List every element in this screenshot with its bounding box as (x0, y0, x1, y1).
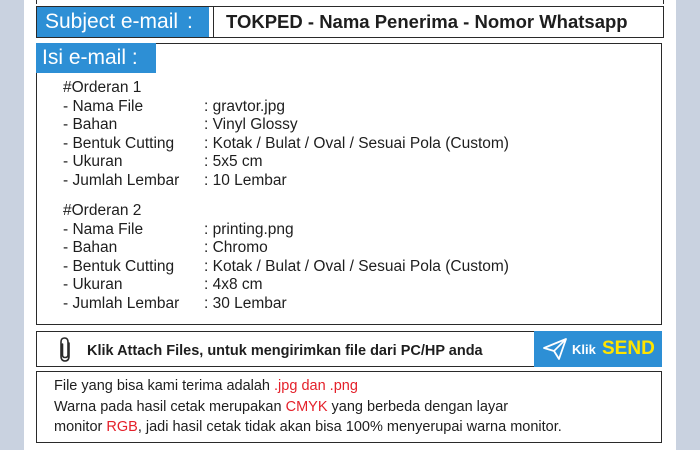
order-field (63, 276, 263, 295)
field-key: - Ukuran (63, 276, 123, 293)
attach-instruction: Klik Attach Files, untuk mengirimkan file dari PC/HP anda (87, 343, 483, 359)
field-key: - Ukuran (63, 153, 123, 170)
order-field (63, 153, 263, 172)
send-icon (542, 336, 568, 367)
field-value: : 4x8 cm (204, 276, 263, 293)
email-body-field[interactable] (36, 43, 662, 325)
field-value: : Kotak / Bulat / Oval / Sesuai Pola (Custom) (204, 134, 509, 152)
field-key: - Nama File (63, 97, 144, 115)
paperclip-icon[interactable] (57, 336, 75, 369)
top-edge (36, 0, 664, 4)
order-field (63, 294, 287, 314)
order-field (63, 257, 509, 277)
field-value: : gravtor.jpg (204, 97, 285, 115)
note-text: yang berbeda dengan layar (327, 398, 509, 415)
subject-label: Subject e-mail (37, 7, 209, 37)
field-value: : 30 Lembar (204, 294, 287, 312)
field-key: - Jumlah Lembar (63, 294, 180, 312)
subject-row (36, 6, 664, 38)
note-highlight: CMYK (285, 398, 328, 415)
note-highlight: RGB (106, 419, 138, 435)
order-field (63, 220, 294, 240)
subject-colon: : (187, 10, 193, 33)
order-heading: #Orderan 2 (63, 202, 142, 219)
notes-box (36, 371, 662, 443)
field-key: - Bahan (63, 116, 118, 133)
order-field (63, 171, 287, 191)
order-block-1 (63, 79, 509, 190)
note-text: , jadi hasil cetak tidak akan bisa 100% menyerupai warna monitor. (137, 419, 562, 435)
order-heading: #Orderan 1 (63, 79, 142, 96)
field-key: - Jumlah Lembar (63, 171, 180, 189)
field-value: : printing.png (204, 220, 294, 238)
email-body-label: Isi e-mail : (36, 43, 156, 73)
send-label: SEND (602, 338, 655, 359)
send-klik-label: Klik (572, 342, 596, 357)
order-field (63, 134, 509, 154)
note-text: Warna pada hasil cetak merupakan (54, 398, 286, 415)
field-key: - Bahan (63, 239, 118, 256)
field-value: : 5x5 cm (204, 153, 263, 170)
order-field (63, 116, 298, 135)
subject-field[interactable]: TOKPED - Nama Penerima - Nomor Whatsapp (213, 7, 663, 37)
attach-files-bar (36, 331, 662, 367)
field-value: : Kotak / Bulat / Oval / Sesuai Pola (Custom) (204, 257, 509, 275)
note-text: monitor (54, 419, 107, 435)
note-highlight: .jpg dan .png (274, 378, 358, 394)
note-line-3 (54, 417, 661, 438)
field-key: - Nama File (63, 220, 144, 238)
order-field (63, 239, 268, 258)
order-field (63, 97, 285, 117)
field-value: : Chromo (204, 239, 268, 256)
note-line-1 (54, 376, 661, 397)
field-key: - Bentuk Cutting (63, 134, 175, 152)
field-value: : 10 Lembar (204, 171, 287, 189)
field-value: : Vinyl Glossy (204, 116, 298, 133)
field-key: - Bentuk Cutting (63, 257, 175, 275)
order-block-2 (63, 202, 509, 313)
note-line-2 (54, 397, 661, 418)
note-text: File yang bisa kami terima adalah (54, 378, 275, 394)
send-button[interactable] (534, 331, 662, 367)
